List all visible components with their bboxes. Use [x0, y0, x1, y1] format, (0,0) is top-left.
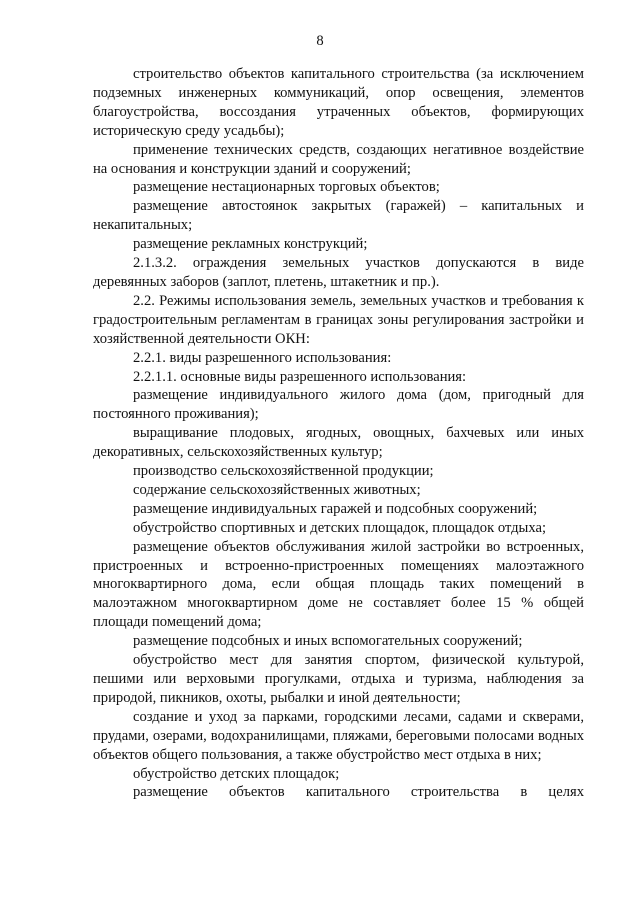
page-number: 8 — [316, 33, 324, 49]
paragraph: содержание сельскохозяйственных животных; — [133, 481, 421, 498]
paragraph: применение технических средств, создающих негативное воздействие на основания и конструкции зданий и сооружений; — [93, 141, 584, 177]
paragraph: размещение рекламных конструкций; — [133, 236, 368, 253]
paragraph: размещение нестационарных торговых объектов; — [133, 179, 440, 196]
paragraph: размещение подсобных и иных вспомогательных сооружений; — [133, 633, 523, 650]
paragraph: размещение индивидуального жилого дома (дом, пригодный для постоянного проживания); — [93, 387, 584, 423]
paragraph: обустройство мест для занятия спортом, физической культурой, пешими или верховыми прогулками, отдыха и туризма, наблюдения за природой, пикников, охоты, рыбалки и иной деятельности; — [93, 652, 584, 706]
paragraph: выращивание плодовых, ягодных, овощных, бахчевых или иных декоративных, сельскохозяйственных культур; — [93, 425, 584, 461]
paragraph: размещение автостоянок закрытых (гаражей) – капитальных и некапитальных; — [93, 198, 584, 234]
paragraph: обустройство спортивных и детских площадок, площадок отдыха; — [133, 519, 546, 536]
paragraph: размещение индивидуальных гаражей и подсобных сооружений; — [133, 500, 538, 517]
paragraph: размещение объектов обслуживания жилой застройки во встроенных, пристроенных и встроенно-пристроенных помещениях малоэтажного многоквартирного дома, если общая площадь таких помещений в малоэтажном многоквартирном доме не составляет более 15 % общей площади помещений дома; — [93, 538, 584, 631]
paragraph: 2.2.1. виды разрешенного использования: — [133, 349, 392, 366]
paragraph: обустройство детских площадок; — [133, 765, 340, 782]
paragraph: производство сельскохозяйственной продукции; — [133, 463, 434, 480]
paragraph: 2.2.1.1. основные виды разрешенного использования: — [133, 368, 467, 385]
paragraph: создание и уход за парками, городскими лесами, садами и скверами, прудами, озерами, водохранилищами, пляжами, береговыми полосами водных объектов общего пользования, а также обустройство мест отдыха в них; — [93, 708, 584, 763]
document-body — [93, 65, 584, 802]
paragraph: 2.1.3.2. ограждения земельных участков допускаются в виде деревянных заборов (заплот, плетень, штакетник и пр.). — [93, 255, 584, 290]
paragraph: 2.2. Режимы использования земель, земельных участков и требования к градостроительным регламентам в границах зоны регулирования застройки и хозяйственной деятельности ОКН: — [93, 292, 584, 347]
paragraph: строительство объектов капитального строительства (за исключением подземных инженерных коммуникаций, опор освещения, элементов благоустройства, воссоздания утраченных объектов, формирующих историческую среду усадьбы); — [93, 66, 584, 139]
paragraph: размещение объектов капитального строительства в целях — [133, 784, 584, 801]
